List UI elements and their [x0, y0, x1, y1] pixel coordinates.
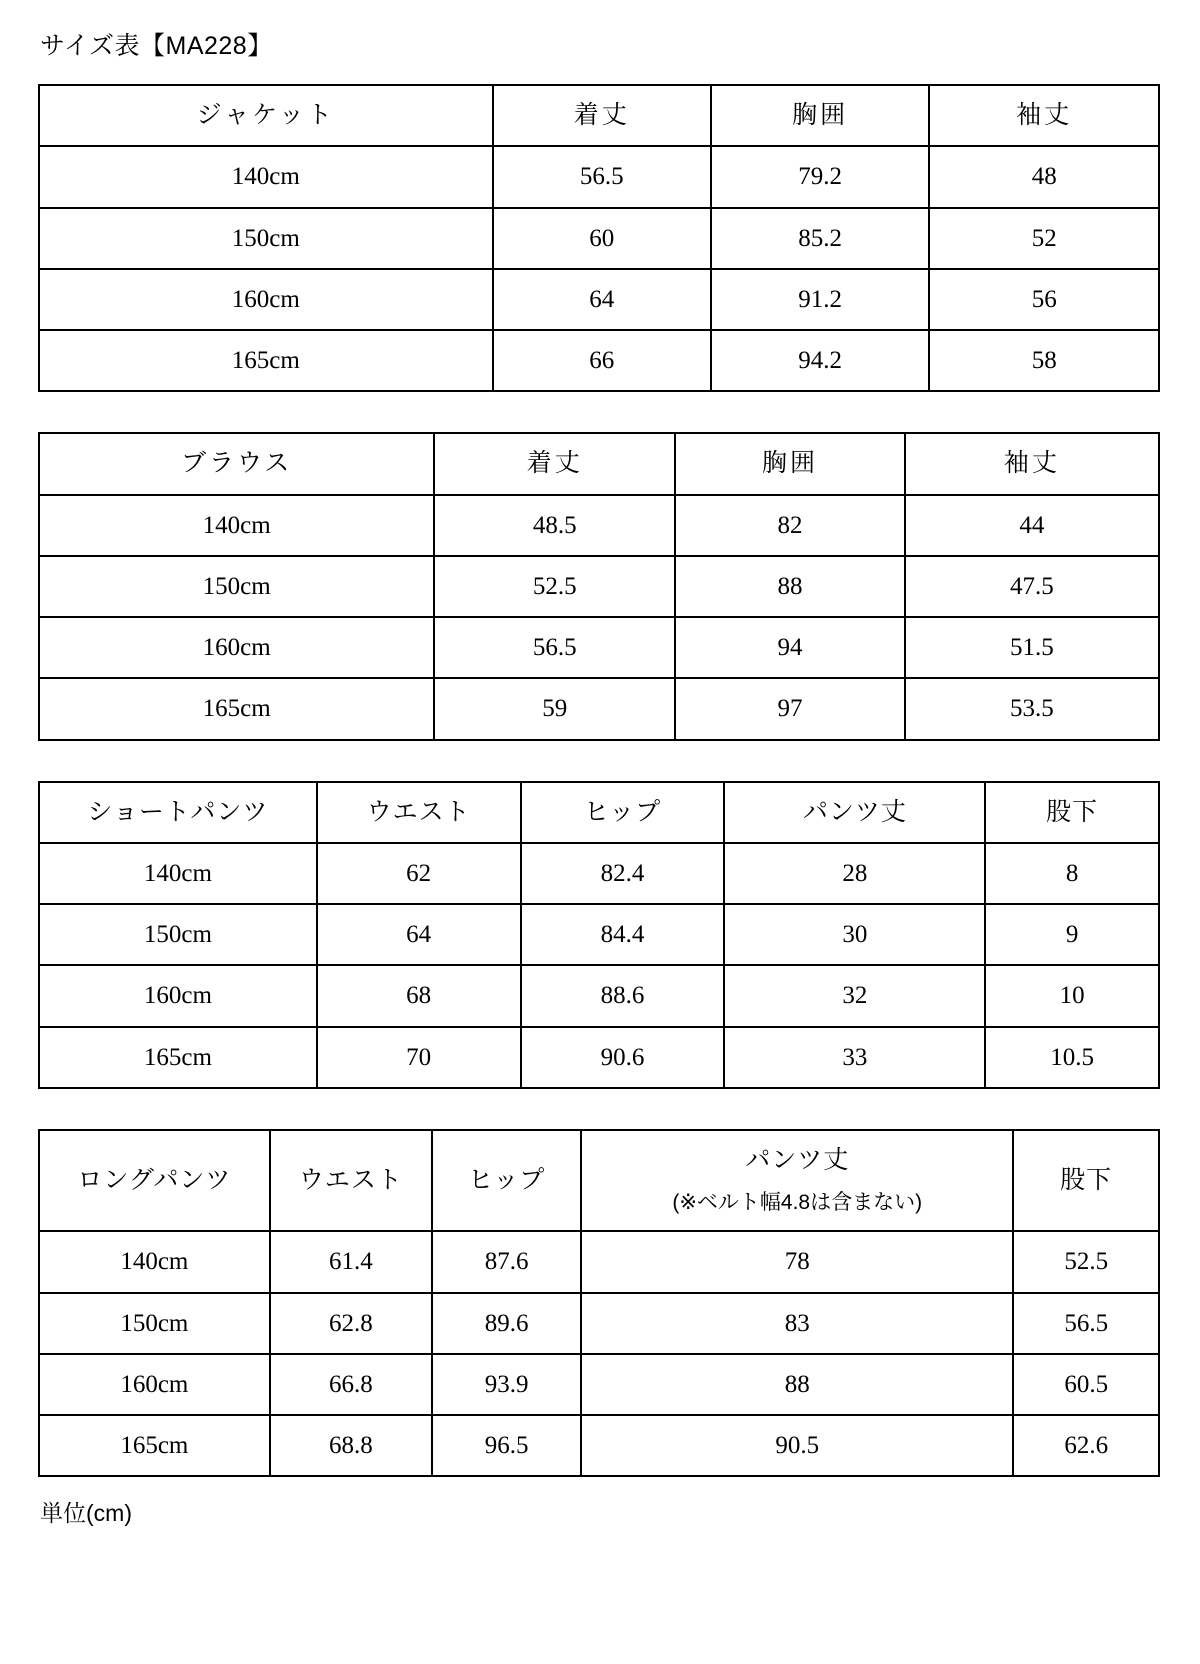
cell-value: 56.5 [434, 617, 675, 678]
cell-value: 62.8 [270, 1293, 432, 1354]
size-label: 160cm [39, 1354, 270, 1415]
page-title: サイズ表【MA228】 [40, 32, 273, 60]
cell-value: 88 [675, 556, 905, 617]
table-row [39, 556, 1159, 617]
cell-value: 62.6 [1013, 1415, 1159, 1476]
size-label: 160cm [39, 617, 434, 678]
table-row [39, 1231, 1159, 1292]
table-row [39, 904, 1159, 965]
column-header: パンツ丈 [724, 782, 985, 843]
table-row [39, 1415, 1159, 1476]
table-row [39, 208, 1159, 269]
size-label: 150cm [39, 904, 317, 965]
cell-value: 58 [929, 330, 1159, 391]
table-header-row [39, 1130, 1159, 1232]
cell-value: 56 [929, 269, 1159, 330]
cell-value: 53.5 [905, 678, 1159, 739]
short-pants-size-table [38, 781, 1160, 1089]
column-header: ヒップ [521, 782, 725, 843]
cell-value: 9 [985, 904, 1159, 965]
cell-value: 10.5 [985, 1027, 1159, 1088]
table-row [39, 146, 1159, 207]
long-pants-size-table [38, 1129, 1160, 1478]
table-row [39, 843, 1159, 904]
column-header: ウエスト [317, 782, 521, 843]
cell-value: 62 [317, 843, 521, 904]
cell-value: 91.2 [711, 269, 929, 330]
size-label: 160cm [39, 965, 317, 1026]
cell-value: 88.6 [521, 965, 725, 1026]
column-header: 胸囲 [675, 433, 905, 494]
cell-value: 48 [929, 146, 1159, 207]
cell-value: 28 [724, 843, 985, 904]
size-label: 165cm [39, 330, 493, 391]
table-header-row [39, 433, 1159, 494]
size-label: 160cm [39, 269, 493, 330]
size-label: 165cm [39, 1415, 270, 1476]
column-header: 着丈 [493, 85, 711, 146]
column-header-note: (※ベルト幅4.8は含まない) [672, 1191, 923, 1214]
table-row [39, 678, 1159, 739]
cell-value: 78 [581, 1231, 1013, 1292]
cell-value: 52.5 [434, 556, 675, 617]
table-row [39, 1293, 1159, 1354]
unit-note: 単位(cm) [40, 1500, 132, 1527]
cell-value: 60 [493, 208, 711, 269]
table-header-row [39, 782, 1159, 843]
cell-value: 82.4 [521, 843, 725, 904]
column-header: 袖丈 [929, 85, 1159, 146]
column-header: ショートパンツ [39, 782, 317, 843]
cell-value: 51.5 [905, 617, 1159, 678]
size-label: 140cm [39, 146, 493, 207]
table-row [39, 495, 1159, 556]
cell-value: 87.6 [432, 1231, 581, 1292]
cell-value: 83 [581, 1293, 1013, 1354]
cell-value: 88 [581, 1354, 1013, 1415]
cell-value: 90.6 [521, 1027, 725, 1088]
column-header: 袖丈 [905, 433, 1159, 494]
cell-value: 52 [929, 208, 1159, 269]
cell-value: 70 [317, 1027, 521, 1088]
table-row [39, 617, 1159, 678]
cell-value: 97 [675, 678, 905, 739]
cell-value: 96.5 [432, 1415, 581, 1476]
table-row [39, 1027, 1159, 1088]
cell-value: 85.2 [711, 208, 929, 269]
size-label: 140cm [39, 1231, 270, 1292]
table-row [39, 269, 1159, 330]
cell-value: 10 [985, 965, 1159, 1026]
cell-value: 66.8 [270, 1354, 432, 1415]
cell-value: 52.5 [1013, 1231, 1159, 1292]
cell-value: 93.9 [432, 1354, 581, 1415]
cell-value: 89.6 [432, 1293, 581, 1354]
cell-value: 47.5 [905, 556, 1159, 617]
size-label: 150cm [39, 556, 434, 617]
size-label: 140cm [39, 495, 434, 556]
cell-value: 48.5 [434, 495, 675, 556]
column-header: 股下 [985, 782, 1159, 843]
jacket-size-table [38, 84, 1160, 392]
column-header: ウエスト [270, 1130, 432, 1232]
column-header: ブラウス [39, 433, 434, 494]
cell-value: 64 [317, 904, 521, 965]
column-header: ジャケット [39, 85, 493, 146]
size-label: 165cm [39, 1027, 317, 1088]
column-header: 着丈 [434, 433, 675, 494]
size-label: 140cm [39, 843, 317, 904]
cell-value: 82 [675, 495, 905, 556]
cell-value: 94 [675, 617, 905, 678]
cell-value: 56.5 [493, 146, 711, 207]
column-header-label: パンツ丈 [745, 1145, 850, 1174]
size-label: 150cm [39, 1293, 270, 1354]
table-row [39, 330, 1159, 391]
table-header-row [39, 85, 1159, 146]
cell-value: 8 [985, 843, 1159, 904]
cell-value: 90.5 [581, 1415, 1013, 1476]
table-row [39, 1354, 1159, 1415]
cell-value: 61.4 [270, 1231, 432, 1292]
cell-value: 32 [724, 965, 985, 1026]
blouse-size-table [38, 432, 1160, 740]
column-header: ヒップ [432, 1130, 581, 1232]
cell-value: 30 [724, 904, 985, 965]
table-row [39, 965, 1159, 1026]
cell-value: 33 [724, 1027, 985, 1088]
cell-value: 79.2 [711, 146, 929, 207]
size-label: 150cm [39, 208, 493, 269]
cell-value: 56.5 [1013, 1293, 1159, 1354]
size-label: 165cm [39, 678, 434, 739]
cell-value: 59 [434, 678, 675, 739]
cell-value: 68 [317, 965, 521, 1026]
cell-value: 60.5 [1013, 1354, 1159, 1415]
cell-value: 64 [493, 269, 711, 330]
cell-value: 44 [905, 495, 1159, 556]
cell-value: 66 [493, 330, 711, 391]
column-header-with-note [581, 1130, 1013, 1232]
column-header: ロングパンツ [39, 1130, 270, 1232]
cell-value: 68.8 [270, 1415, 432, 1476]
cell-value: 84.4 [521, 904, 725, 965]
column-header: 股下 [1013, 1130, 1159, 1232]
column-header: 胸囲 [711, 85, 929, 146]
cell-value: 94.2 [711, 330, 929, 391]
